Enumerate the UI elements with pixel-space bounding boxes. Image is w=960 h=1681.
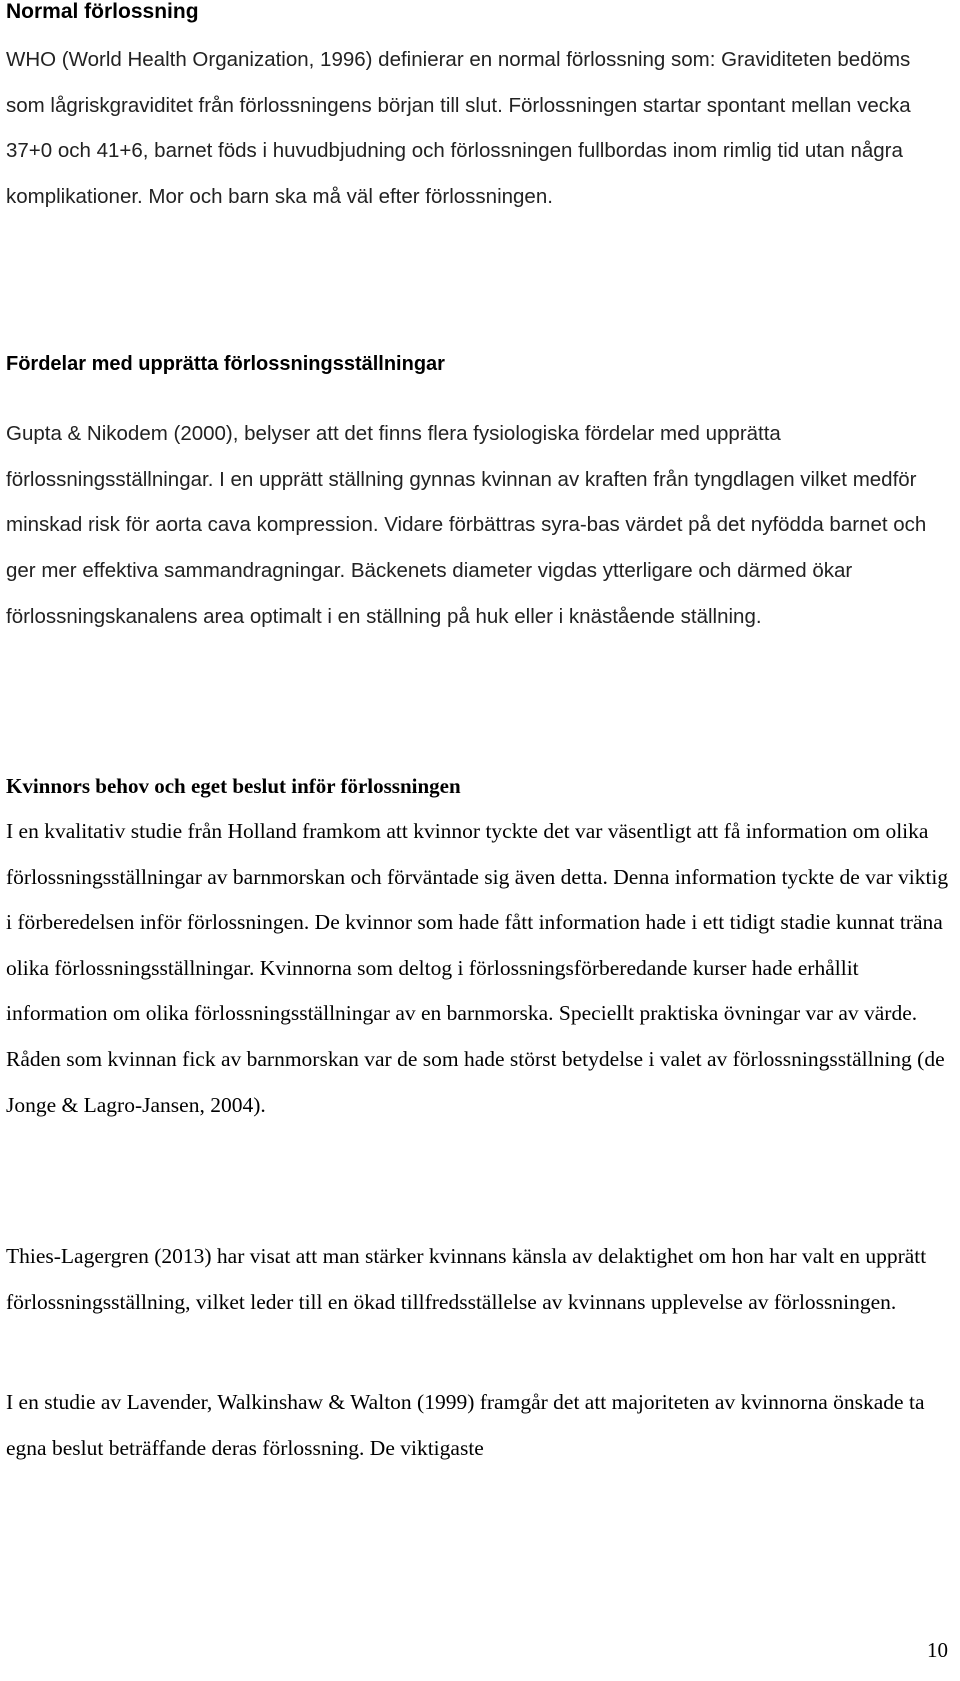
page-number: 10 xyxy=(927,1638,948,1662)
section-heading-fordelar: Fördelar med upprätta förlossningsställningar xyxy=(6,353,445,375)
section-paragraph-kvinnors-behov-3: I en studie av Lavender, Walkinshaw & Walton (1999) framgår det att majoriteten av kvinnorna önskade ta egna beslut beträffande deras förlossning. De viktigaste xyxy=(6,1390,925,1460)
section-paragraph-normal-forlossning: WHO (World Health Organization, 1996) definierar en normal förlossning som: Graviditeten bedöms som lågriskgraviditet från förlossningens början till slut. Förlossningen startar spontant mellan vecka 37+0 och 41+6, barnet föds i huvudbjudning och förlossningen fullbordas inom rimlig tid utan några komplikationer. Mor och barn ska må väl efter förlossningen. xyxy=(6,48,911,208)
section-paragraph-kvinnors-behov-1: I en kvalitativ studie från Holland framkom att kvinnor tyckte det var väsentligt att få information om olika förlossningsställningar av barnmorskan och förväntade sig även detta. Denna information tyckte de var viktig i förberedelsen inför förlossningen. De kvinnor som hade fått information hade i ett tidigt stadie kunnat träna olika förlossningsställningar. Kvinnorna som deltog i förlossningsförberedande kurser hade erhållit information om olika förlossningsställningar av en barnmorska. Speciellt praktiska övningar var av värde. Råden som kvinnan fick av barnmorskan var de som hade störst betydelse i valet av förlossningsställning (de Jonge & Lagro-Jansen, 2004). xyxy=(6,819,949,1117)
section-heading-kvinnors-behov: Kvinnors behov och eget beslut inför förlossningen xyxy=(6,774,461,798)
section-paragraph-kvinnors-behov-2: Thies-Lagergren (2013) har visat att man stärker kvinnans känsla av delaktighet om hon har valt en upprätt förlossningsställning, vilket leder till en ökad tillfredsställelse av kvinnans upplevelse av förlossningen. xyxy=(6,1244,927,1314)
section-heading-normal-forlossning: Normal förlossning xyxy=(6,0,199,23)
section-paragraph-fordelar: Gupta & Nikodem (2000), belyser att det finns flera fysiologiska fördelar med upprätta förlossningsställningar. I en upprätt ställning gynnas kvinnan av kraften från tyngdlagen vilket medför minskad risk för aorta cava kompression. Vidare förbättras syra-bas värdet på det nyfödda barnet och ger mer effektiva sammandragningar. Bäckenets diameter vigdas ytterligare och därmed ökar förlossningskanalens area optimalt i en ställning på huk eller i knästående ställning. xyxy=(6,422,927,628)
